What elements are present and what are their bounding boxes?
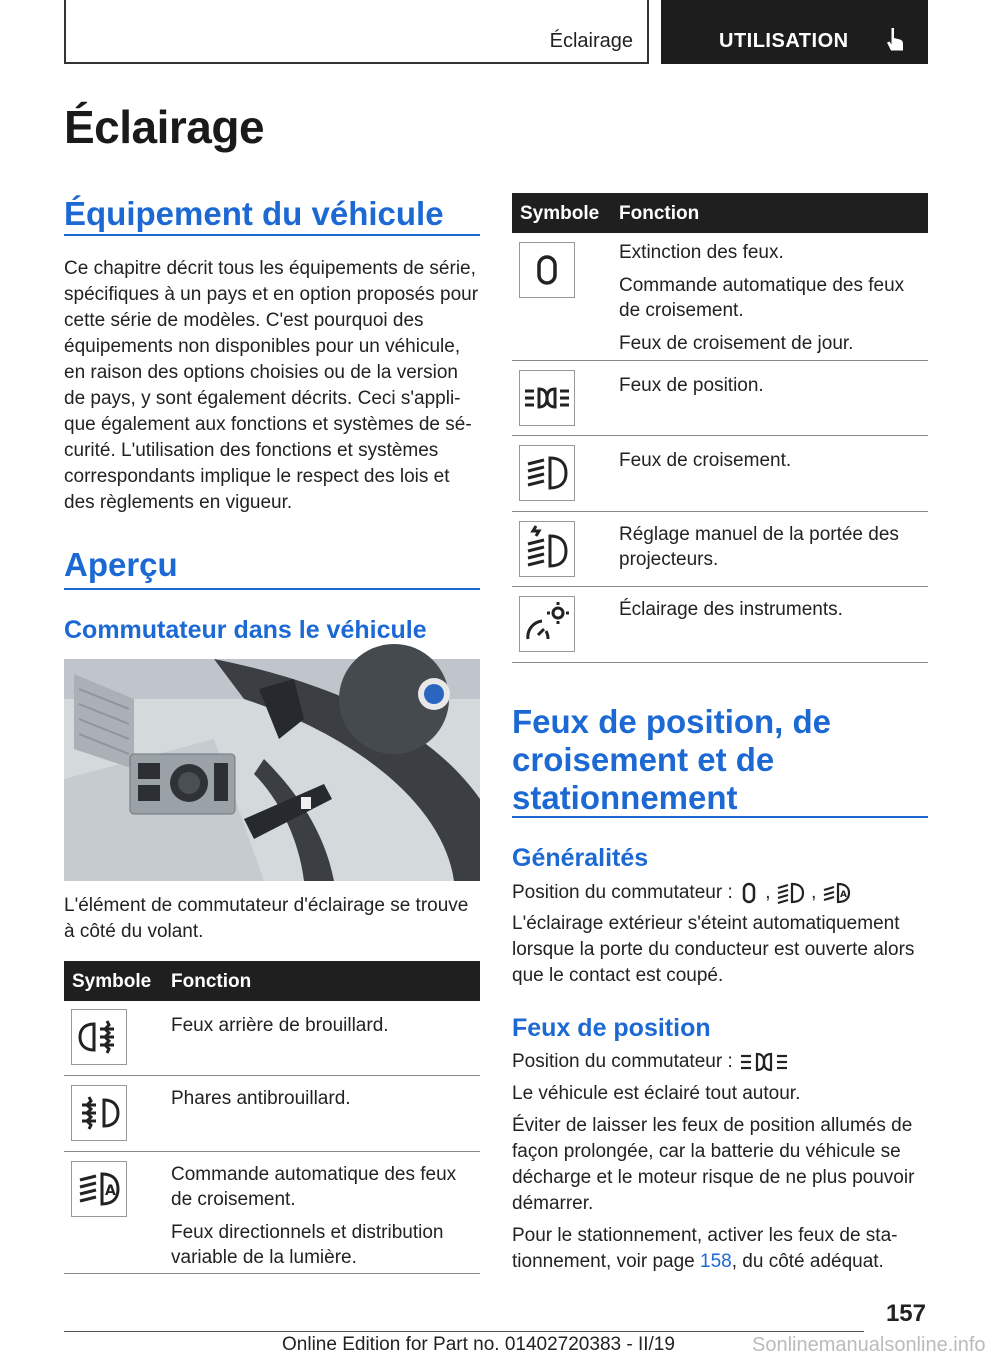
table-row [512,436,928,512]
table-row [512,512,928,587]
page-title: Éclairage [64,101,265,153]
light-switch-photo [64,659,480,881]
front-fog-light-icon [71,1085,127,1141]
low-beam-icon [519,445,575,501]
parking-paragraphs: Le véhicule est éclairé tout autour. Éviter de laisser les feux de position allumés de façon prolongée, car la batterie du véhicule se décharge et le moteur risque de ne plus pouvoir démarrer. Pour le stationnement, activer les feux de stationnement, voir page 158, du côté adéquat. [512,1083,915,1272]
heading-equipment: Équipement du véhicule [64,195,444,232]
table-row [64,1152,480,1274]
function-cell: Feux de croisement. [619,450,792,471]
col-symbol: Symbole [520,203,600,224]
table-row [512,233,928,361]
auto-low-beam-icon [822,881,852,905]
page-link[interactable]: 158 [700,1251,732,1272]
header-section-label: Éclairage [549,30,633,52]
hand-pointer-icon [883,26,909,52]
footer-edition: Online Edition for Part no. 01402720383 - II/19 [282,1334,675,1355]
symbol-table-right [512,193,928,663]
headlight-range-icon [519,521,575,577]
function-cell: Feux arrière de brouillard. [171,1015,389,1036]
heading-rule [512,816,928,818]
footer-watermark: Sonlinemanualsonline.info [752,1334,986,1356]
table-row [512,361,928,436]
heading-general: Généralités [512,844,649,872]
function-cell: Réglage manuel de la portée des projecteurs. [619,524,899,570]
table-row [64,1001,480,1076]
function-cell: Commande automatique des feux de croisement. Feux directionnels et distribution variable de la lumière. [171,1164,457,1268]
symbol-table-left [64,961,480,1274]
auto-low-beam-icon [71,1161,127,1217]
col-symbol: Symbole [72,971,152,992]
zero-position-icon [519,242,575,298]
header-chapter-box [661,0,928,64]
parking-switch-position: Position du commutateur : [512,1049,928,1075]
function-cell: Feux de position. [619,375,764,396]
heading-rule [64,234,480,236]
table-row [64,1076,480,1152]
instrument-lighting-icon [519,596,575,652]
general-paragraph: L'éclairage extérieur s'éteint automatiquement lorsque la porte du conducteur est ouverte alors que le contact est coupé. [512,913,915,986]
footer-rule [64,1331,864,1332]
function-cell: Extinction des feux. Commande automatique des feux de croisement. Feux de croisement de jour. [619,242,905,354]
svg-text:A: A [105,1183,116,1199]
col-function: Fonction [619,203,700,224]
table-row [512,587,928,663]
low-beam-icon [776,881,806,905]
heading-rule [64,588,480,590]
page-number: 157 [885,1300,926,1327]
col-function: Fonction [171,971,252,992]
parking-light-icon [738,1050,790,1074]
rear-fog-light-icon [71,1009,127,1065]
heading-overview: Aperçu [64,546,178,583]
table-header [64,961,480,1001]
heading-lights: Feux de position, de croisement et de stationnement [512,703,832,816]
switch-caption: L'élément de commutateur d'éclairage se trouve à côté du volant. [64,895,469,942]
zero-position-icon [738,881,760,905]
table-header [512,193,928,233]
heading-switch: Commutateur dans le véhicule [64,616,427,644]
dashboard-illustration [64,659,480,881]
equipment-paragraph: Ce chapitre décrit tous les équipements de série, spécifiques à un pays et en option proposés pour cette série de modèles. C'est pourquoi des équipements non disponibles pour un véhicule, en raison des options choisies ou de la version de pays, y sont également décrits. Ceci s'applique également aux fonctions et systèmes de sécurité. L'utilisation des fonctions et systèmes correspondants implique le respect des lois et des règlements en vigueur. [64,258,479,513]
header-section-box [64,0,649,64]
heading-parking: Feux de position [512,1014,711,1042]
function-cell: Éclairage des instruments. [619,599,843,620]
parking-light-icon [519,370,575,426]
svg-text:A: A [839,889,847,900]
function-cell: Phares antibrouillard. [171,1088,351,1109]
general-switch-position: Position du commutateur : , , A [512,880,928,906]
header-chapter-label: UTILISATION [719,30,849,52]
